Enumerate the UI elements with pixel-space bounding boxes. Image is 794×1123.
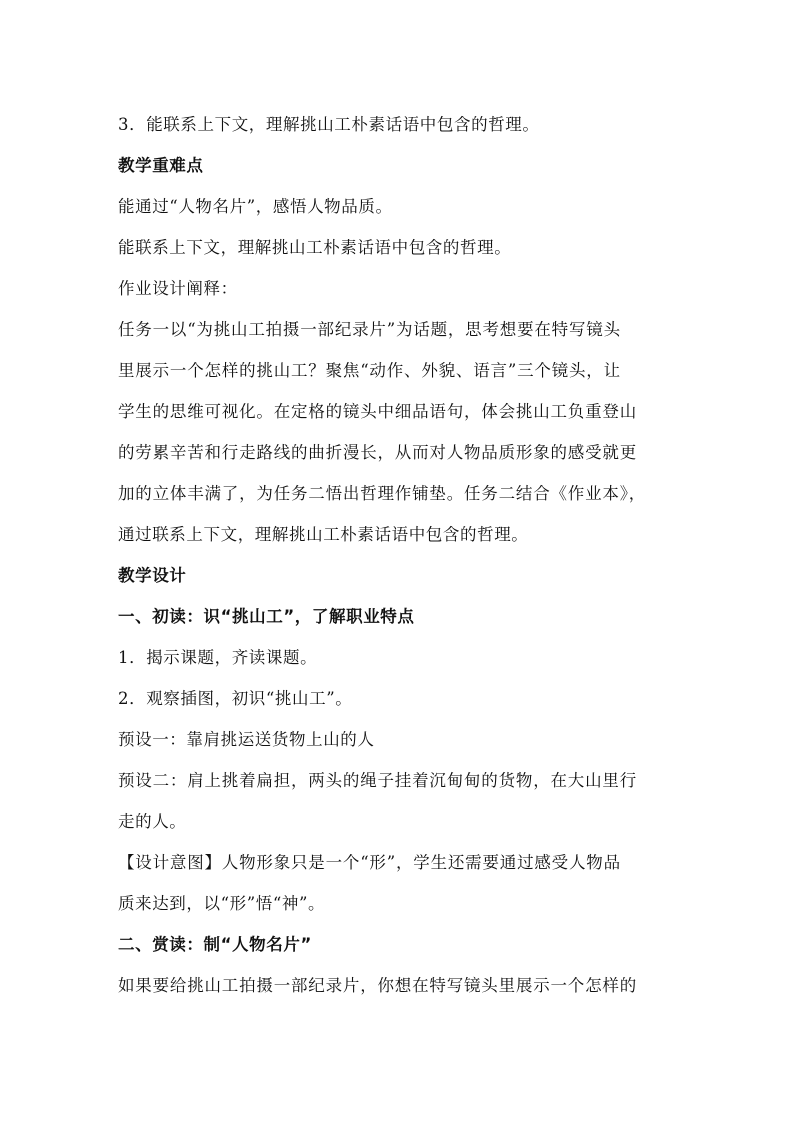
homework-design-label: 作业设计阐释：: [118, 279, 238, 298]
objective-3: 3．能联系上下文，理解挑山工朴素话语中包含的哲理。: [118, 115, 540, 134]
key-point-2: 能联系上下文，理解挑山工朴素话语中包含的哲理。: [118, 238, 512, 257]
step-1: 1．揭示课题，齐读课题。: [118, 648, 318, 667]
homework-paragraph-line: 的劳累辛苦和行走路线的曲折漫长，从而对人物品质形象的感受就更: [118, 443, 637, 462]
design-intent-line: 【设计意图】人物形象只是一个“形”，学生还需要通过感受人物品: [118, 853, 621, 872]
homework-paragraph-line: 通过联系上下文，理解挑山工朴素话语中包含的哲理。: [118, 525, 529, 544]
homework-paragraph-line: 加的立体丰满了，为任务二悟出哲理作铺垫。任务二结合《作业本》，: [118, 484, 647, 503]
section-2-paragraph-line: 如果要给挑山工拍摄一部纪录片，你想在特写镜头里展示一个怎样的: [118, 976, 637, 995]
section-1-heading: 一、初读：识“挑山工”，了解职业特点: [118, 607, 415, 626]
preset-1: 预设一：靠肩挑运送货物上山的人: [118, 730, 375, 749]
key-point-1: 能通过“人物名片”，感悟人物品质。: [118, 197, 393, 216]
preset-2-line: 走的人。: [118, 812, 187, 831]
document-body: [118, 104, 688, 1006]
heading-key-difficulties: 教学重难点: [118, 156, 204, 175]
homework-paragraph-line: 学生的思维可视化。在定格的镜头中细品语句，体会挑山工负重登山: [118, 402, 637, 421]
preset-2-line: 预设二：肩上挑着扁担，两头的绳子挂着沉甸甸的货物，在大山里行: [118, 771, 637, 790]
homework-paragraph-line: 里展示一个怎样的挑山工？聚焦“动作、外貌、语言”三个镜头，让: [118, 361, 621, 380]
homework-paragraph-line: 任务一以“为挑山工拍摄一部纪录片”为话题，思考想要在特写镜头: [118, 320, 621, 339]
section-2-heading: 二、赏读：制“人物名片”: [118, 935, 312, 954]
step-2: 2．观察插图，初识“挑山工”。: [118, 689, 353, 708]
heading-teaching-design: 教学设计: [118, 566, 187, 585]
design-intent-line: 质来达到，以“形”悟“神”。: [118, 894, 326, 913]
